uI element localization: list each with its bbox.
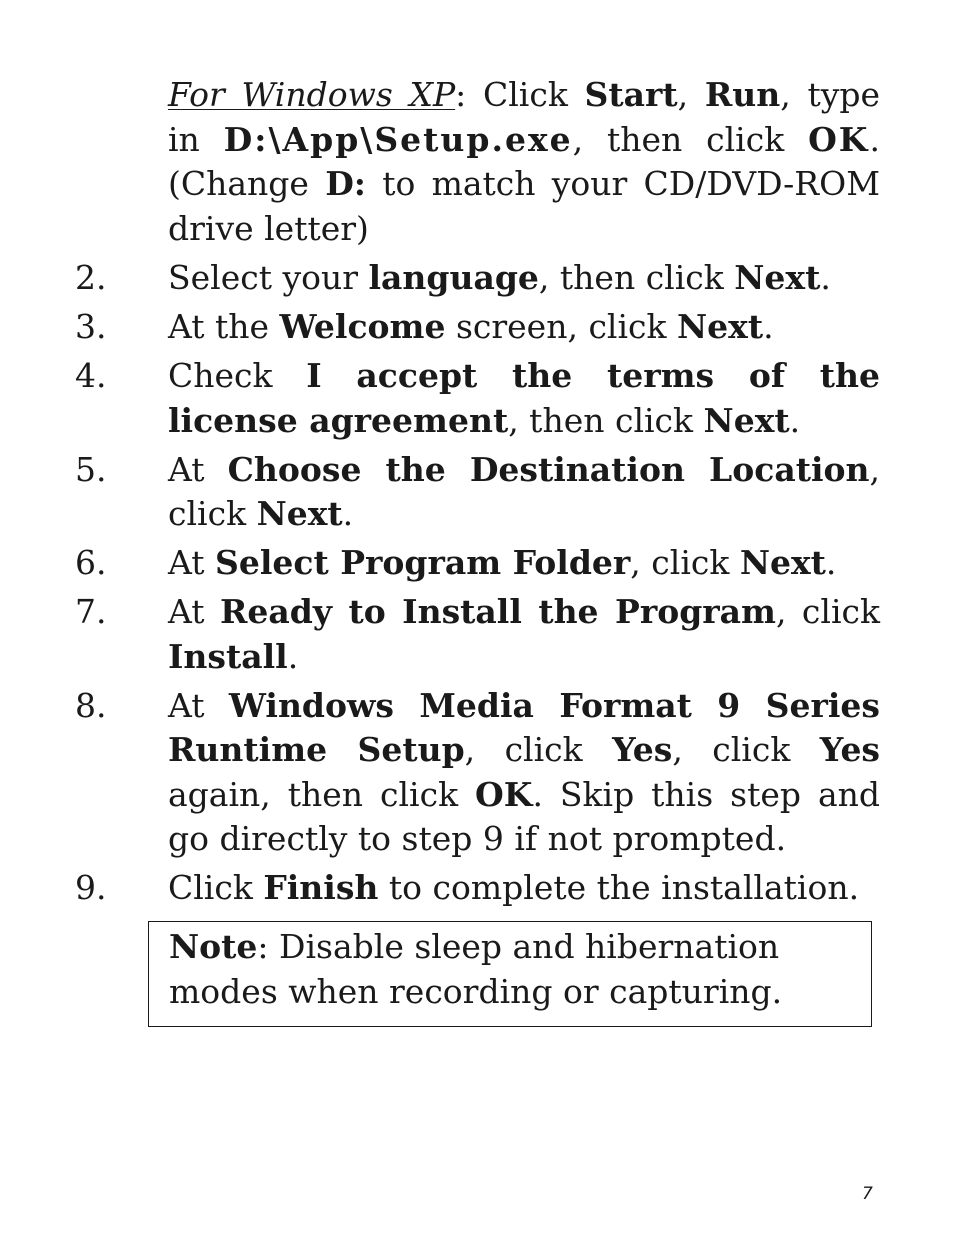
step-8: 8. At Windows Media Format 9 Series Runtime Setup, click Yes, click Yes again, then click OK. Skip this step and go directly to step 9 if not prompted. xyxy=(75,685,881,858)
step-7: 7. At Ready to Install the Program, click Install. xyxy=(75,592,880,676)
windows-xp-instruction: For Windows XP: Click Start, Run, type in D:\App\Setup.exe, then click OK. (Change D: to match your CD/DVD-ROM drive letter) xyxy=(168,75,881,248)
run-label: Run xyxy=(704,75,781,114)
step-number: 2. xyxy=(75,258,107,297)
drive-label: D: xyxy=(325,164,366,203)
step-number: 7. xyxy=(75,592,107,631)
start-label: Start xyxy=(584,75,678,114)
step-number: 5. xyxy=(75,449,107,489)
step-number: 8. xyxy=(75,685,107,725)
step-6: 6. At Select Program Folder, click Next. xyxy=(75,541,880,586)
step-number: 3. xyxy=(75,307,107,346)
note-box xyxy=(148,921,872,1027)
page-number: 7 xyxy=(862,1184,873,1204)
step-9: 9. Click Finish to complete the installation. xyxy=(75,866,880,911)
step-5: 5. At Choose the Destination Location, click Next. xyxy=(75,449,880,533)
step-2: 2. Select your language, then click Next. xyxy=(75,256,880,301)
step-number: 4. xyxy=(75,356,107,395)
step-number: 9. xyxy=(75,868,107,907)
step-number: 6. xyxy=(75,543,107,582)
step-3: 3. At the Welcome screen, click Next. xyxy=(75,305,880,350)
step-4: 4. Check I accept the terms of the license agreement, then click Next. xyxy=(75,356,880,440)
os-label: For Windows XP xyxy=(168,75,456,114)
note-text: : Disable sleep and hibernation modes when recording or capturing. xyxy=(169,927,783,1011)
note-label: Note xyxy=(169,927,258,966)
ok-label: OK xyxy=(808,119,870,159)
install-steps-list xyxy=(75,256,880,915)
setup-path: D:\App\Setup.exe xyxy=(223,119,573,159)
